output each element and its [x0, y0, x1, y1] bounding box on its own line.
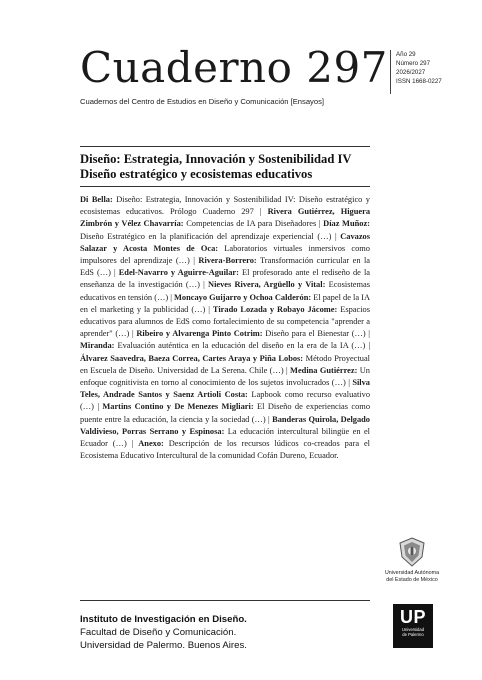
table-of-contents [80, 194, 370, 462]
toc-author: Nieves Rivera, Argüello y Vital: [208, 280, 326, 290]
headline-line-1: Diseño: Estrategia, Innovación y Sostenibilidad IV [80, 152, 352, 166]
issue-period: 2026/2027 [396, 69, 426, 76]
toc-article-title: Un enfoque cognitivista en torno al conocimiento de los sujetos involucrados (…) | [80, 365, 370, 388]
toc-article-title: El papel de la IA en el marketing y la publicidad (…) | [80, 292, 370, 314]
toc-author: Miranda: [80, 341, 115, 351]
publisher-block [80, 613, 247, 652]
toc-article-title: Competencias de IA para Diseñadores | [183, 219, 324, 229]
toc-article-title: Descripción de los recursos lúdicos co-creados para el Ecosistema Educativo Intercultural de la comunidad Cofán Dureno, Ecuador. [80, 439, 370, 461]
toc-article-title: Ecosistemas educativos en tensión (…) | [80, 280, 370, 302]
toc-article-title: Espacios educativos para alumnos de EdS como fortalecimiento de su competencia "aprender a aprender" (…) | [80, 304, 370, 339]
up-logo-letters: UP [399, 607, 426, 627]
toc-author: Álvarez Saavedra, Baeza Correa, Cartes Araya y Piña Lobos: [80, 353, 304, 363]
up-logo-caption-1: Universidad [401, 627, 425, 632]
toc-article-title: Diseño Estratégico en la planificación del aprendizaje experiencial (…) | [80, 231, 341, 241]
headline-top-rule [80, 146, 370, 147]
uaem-name-line-2: del Estado de México [386, 576, 438, 583]
toc-author: Rivera Gutiérrez, Higuera Zimbrón y Vélez Chavarría: [80, 207, 371, 229]
faculty-name: Facultad de Diseño y Comunicación. [80, 627, 237, 638]
toc-author: Cavazos Salazar y Acosta Montes de Oca: [80, 231, 370, 253]
toc-author: Díaz Muñoz: [323, 219, 370, 229]
toc-author: Anexo: [138, 439, 164, 449]
toc-article-title: Transformación curricular en la EdS (…) | [80, 256, 370, 278]
meta-divider [390, 50, 391, 94]
toc-author: Martins Contino y De Menezes Migliari: [102, 402, 254, 412]
toc-author: Moncayo Guijarro y Ochoa Calderón: [174, 292, 312, 302]
issue-meta [396, 50, 442, 86]
issue-issn: ISSN 1668-0227 [396, 78, 442, 85]
headline-line-2: Diseño estratégico y ecosistemas educativos [80, 167, 313, 181]
footer-rule [80, 600, 370, 601]
toc-article-title: Diseño para el Bienestar (…) | [262, 329, 370, 339]
issue-headline [80, 152, 400, 182]
toc-article-title: El profesorado ante el rediseño de la enseñanza de la investigación (…) | [80, 268, 370, 290]
toc-article-title: Método Proyectual en Escuela de Diseño. Universidad de La Serena. Chile (…) | [80, 353, 371, 375]
toc-article-title: Laboratorios virtuales inmersivos como impulsores del aprendizaje (…) | [80, 243, 370, 266]
issue-year: Año 29 [396, 51, 416, 58]
journal-title: Cuaderno 297 [80, 43, 388, 92]
toc-author: Ribeiro y Alvarenga Pinto Cotrim: [136, 329, 263, 339]
toc-article-title: Diseño: Estrategia, Innovación y Sostenibilidad IV: Diseño estratégico y ecosistemas educativos. Prólogo Cuaderno 297 | [80, 195, 370, 217]
issue-number: Número 297 [396, 60, 431, 67]
institute-name: Instituto de Investigación en Diseño. [80, 614, 247, 625]
toc-author: Silva Teles, Andrade Santos y Saenz Artioli Costa: [80, 378, 370, 400]
toc-author: Medina Gutiérrez: [290, 365, 358, 375]
university-crest-icon [398, 537, 426, 567]
university-name: Universidad de Palermo. Buenos Aires. [80, 640, 247, 651]
toc-article-title: Lapbook como recurso evaluativo (…) | [80, 390, 371, 412]
toc-article-title: Evaluación auténtica en la educación del diseño en la era de la IA (…) | [114, 341, 370, 351]
headline-bottom-rule [80, 186, 370, 187]
uaem-name-line-1: Universidad Autónoma [384, 570, 440, 576]
toc-author: Rivera-Borrero: [198, 256, 257, 266]
toc-article-title: El Diseño de experiencias como puente entre la educación, la ciencia y la sociedad (…) | [80, 402, 371, 424]
up-logo [393, 604, 433, 648]
up-logo-caption-2: de Palermo [402, 632, 424, 637]
toc-author: Edel-Navarro y Aguirre-Aguilar: [118, 268, 239, 278]
toc-author: Di Bella: [80, 195, 113, 204]
journal-subtitle: Cuadernos del Centro de Estudios en Diseño y Comunicación [Ensayos] [80, 97, 324, 106]
toc-author: Banderas Quirola, Delgado Valdivieso, Porras Serrano y Espinosa: [80, 414, 370, 436]
toc-article-title: La educación intercultural bilingüe en el Ecuador (…) | [80, 426, 370, 449]
toc-author: Tirado Lozada y Robayo Jácome: [212, 304, 338, 314]
uaem-logo [372, 537, 452, 583]
